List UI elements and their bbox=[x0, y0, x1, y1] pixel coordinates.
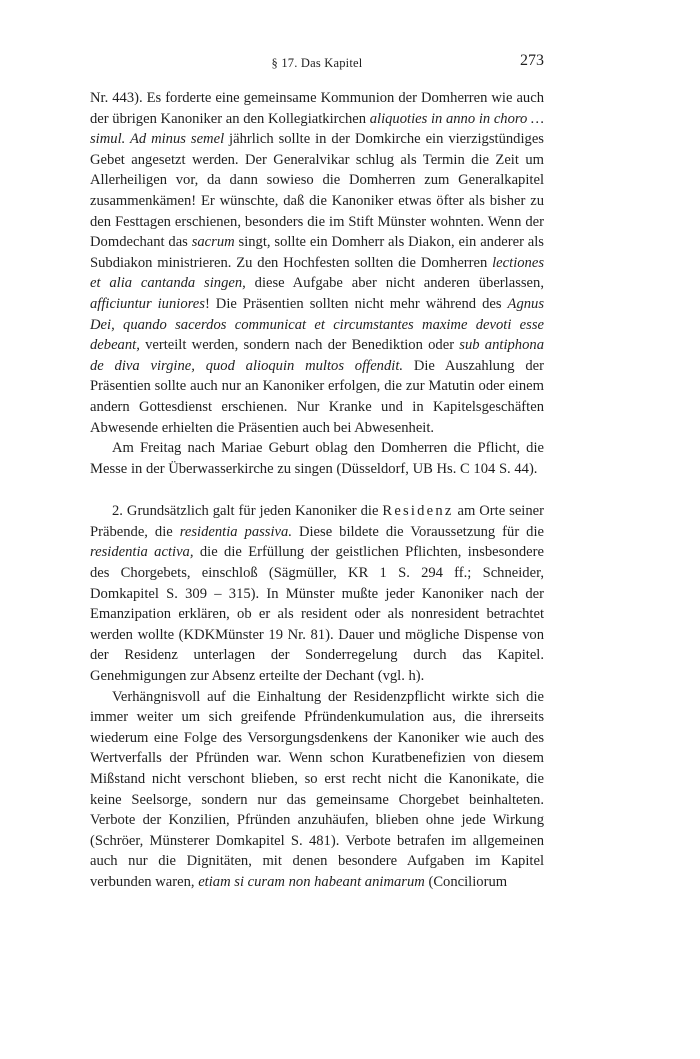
latin-quote: sacrum bbox=[191, 234, 235, 251]
spaced-term: Residenz bbox=[382, 503, 454, 520]
running-head bbox=[90, 52, 544, 74]
text-run: die die Erfüllung der geistlichen Pflichten, insbesondere des Chorgebets, einschloß (Sägmüller, KR 1 S. 294 ff.; Schneider, Domkapitel S. 309 – 315). In Münster mußte jeder Kanoniker nach der Emanzipation erklären, ob er als resident oder als nonresident betrachtet werden wollte (KDKMünster 19 Nr. 81). Dauer und mögliche Dispense von der Residenz unterlagen der Sonderregelung durch das Kapitel. Genehmigungen zur Absenz erteilte der Dechant (vgl. h). bbox=[90, 544, 544, 685]
body-text bbox=[90, 88, 544, 893]
latin-quote: aliquoties in anno in choro … simul. Ad minus semel bbox=[90, 110, 544, 148]
latin-quote: lectiones et alia cantanda singen, bbox=[90, 254, 544, 292]
paragraph-p4 bbox=[90, 687, 544, 893]
text-run: am Orte seiner Präbende, die bbox=[90, 503, 544, 540]
text-run: Nr. 443). Es forderte eine gemeinsame Kommunion der Domherren wie auch der übrigen Kanoniker an den Kollegiatkirchen bbox=[90, 90, 544, 127]
text-run: (Conciliorum bbox=[424, 873, 508, 890]
latin-quote: etiam si curam non habeant animarum bbox=[198, 873, 425, 890]
text-run: Verhängnisvoll auf die Einhaltung der Residenzpflicht wirkte sich die immer weiter um sich greifende Pfründenkumulation aus, die ihrerseits wiederum eine Folge des Versorgungsdenkens der Kanoniker wie auch des Wertverfalls der Pfründen war. Wenn schon Kuratbenefizien von diesem Mißstand nicht verschont blieben, so erst recht nicht die Kanonikate, die keine Seelsorge, sondern nur das gemeinsame Chorgebet beinhalteten. Verbote der Konzilien, Pfründen anzuhäufen, blieben ohne jede Wirkung (Schröer, Münsterer Domkapitel S. 481). Verbote betrafen im allgemeinen auch nur die Dignitäten, mit denen besondere Aufgaben im Kapitel verbunden waren, bbox=[90, 688, 544, 890]
paragraph-p2 bbox=[90, 438, 544, 479]
text-run: Diese bildete die Voraussetzung für die bbox=[291, 523, 545, 540]
text-run: Am Freitag nach Mariae Geburt oblag den Domherren die Pflicht, die Messe in der Überwasserkirche zu singen (Düsseldorf, UB Hs. C 104 S. 44). bbox=[90, 440, 544, 477]
latin-quote: sub antiphona de diva virgine, quod alioquin multos offendit. bbox=[90, 337, 544, 374]
text-run: Die Auszahlung der Präsentien sollte auch nur an Kanoniker erfolgen, die zur Matutin oder einem andern Gottesdienst erschienen. Nur Kranke und in Kapitelsgeschäften Abwesende erhielten die Präsentien auch bei Abwesenheit. bbox=[90, 357, 544, 436]
text-run: verteilt werden, sondern nach der Benediktion oder bbox=[139, 337, 460, 354]
latin-quote: residentia passiva. bbox=[179, 523, 292, 540]
paragraph-p3 bbox=[90, 501, 544, 686]
text-run: 2. Grundsätzlich galt für jeden Kanoniker die bbox=[112, 503, 383, 520]
text-run: diese Aufgabe aber nicht anderen überlassen, bbox=[245, 275, 544, 292]
text-run: ! Die Präsentien sollten nicht mehr während des bbox=[204, 295, 508, 312]
running-title: § 17. Das Kapitel bbox=[271, 56, 363, 70]
section-gap bbox=[90, 479, 544, 501]
paragraph-p1 bbox=[90, 88, 544, 438]
latin-quote: Agnus Dei, quando sacerdos communicat et circumstantes maxime devoti esse debeant, bbox=[90, 295, 545, 354]
page-number: 273 bbox=[520, 52, 544, 69]
book-page bbox=[90, 52, 544, 893]
text-run: singt, sollte ein Domherr als Diakon, ein anderer als Subdiakon ministrieren. Zu den Hochfesten sollten die Domherren bbox=[90, 234, 544, 271]
latin-quote: residentia activa, bbox=[90, 544, 194, 561]
latin-quote: afficiuntur iuniores bbox=[90, 295, 205, 312]
text-run: jährlich sollte in der Domkirche ein vierzigstündiges Gebet angesetzt werden. Der Generalvikar schlug als Termin die Zeit um Allerheiligen vor, da dann sowieso die Domherren zum Generalkapitel zusammenkämen! Er wünschte, daß die Kanoniker etwas öfter als bisher zu den Festtagen erschienen, besonders die im Stift Münster wohnten. Wenn der Domdechant das bbox=[90, 131, 544, 251]
